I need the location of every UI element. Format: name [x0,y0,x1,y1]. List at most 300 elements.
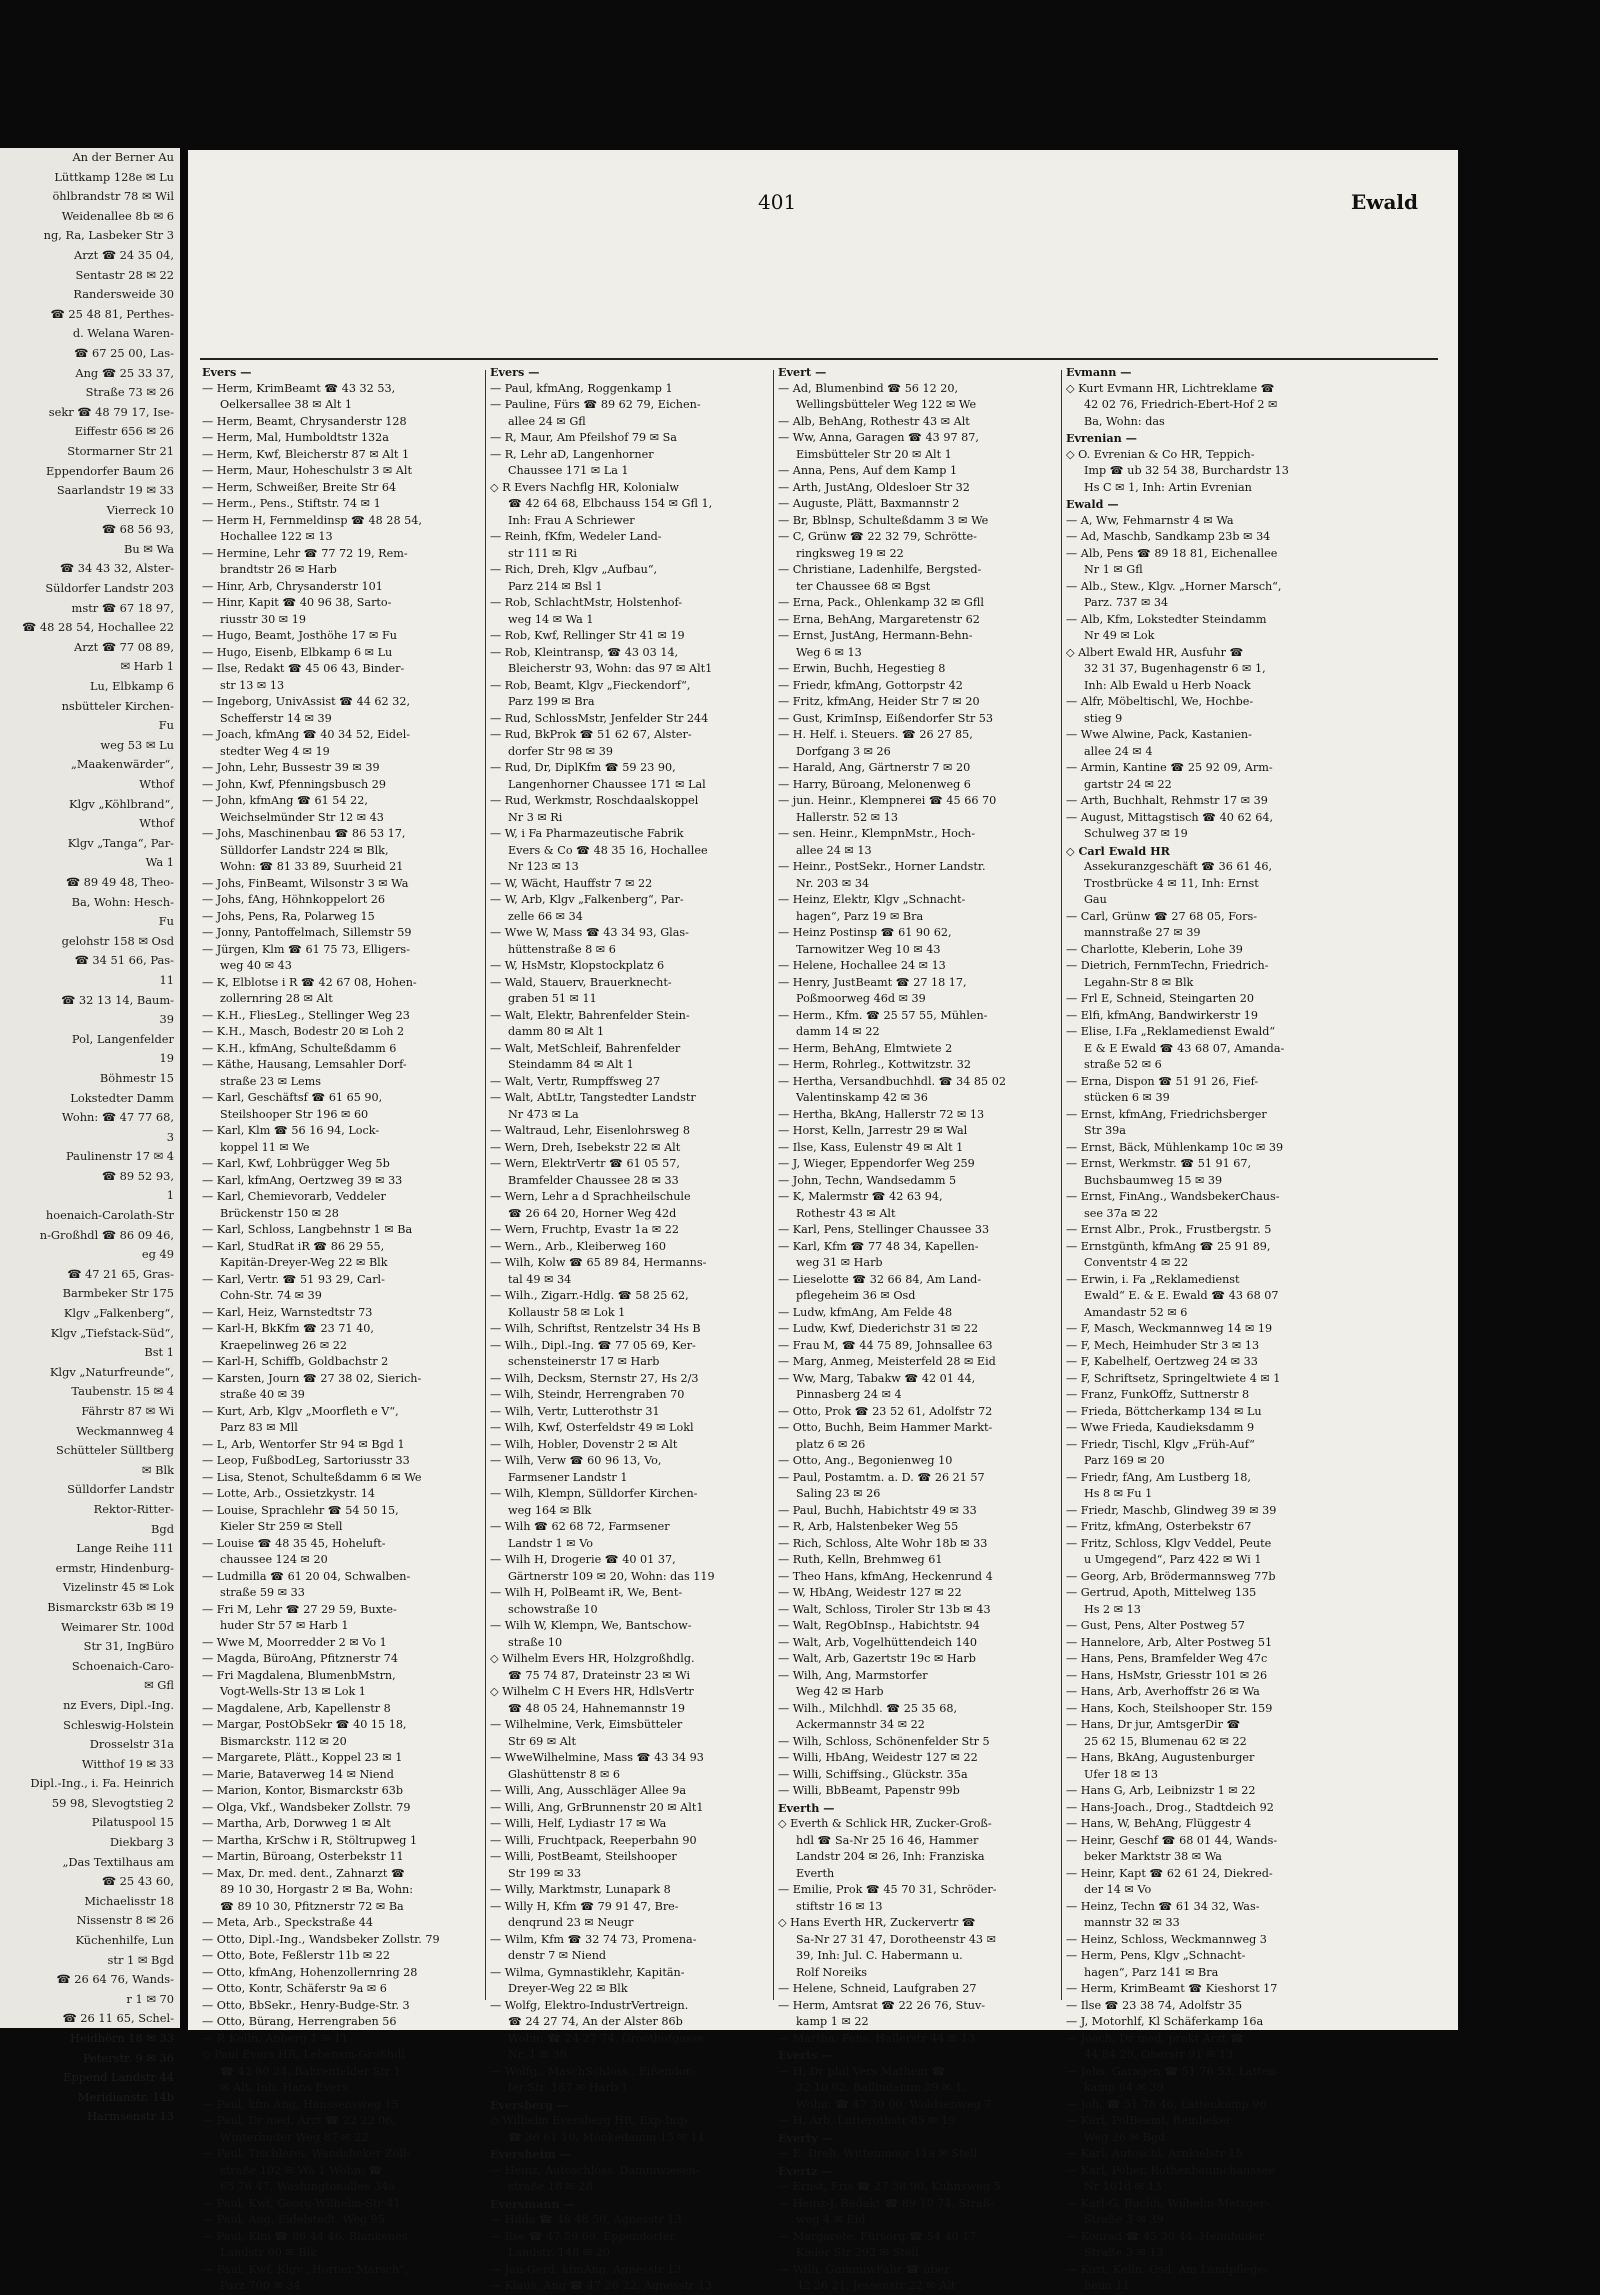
directory-entry: ringksweg 19 ✉ 22 [796,546,904,560]
directory-entry: — Paul, Ang, Eidelstedt. Weg 95 [202,2213,385,2226]
directory-entry: — Wern, ElektrVertr ☎ 61 05 57, [490,1157,680,1170]
directory-entry: Imp ☎ ub 32 54 38, Burchardstr 13 [1084,464,1289,477]
directory-entry: — Horst, Kelln, Jarrestr 29 ✉ Wal [778,1124,968,1137]
directory-entry: — R, Maur, Am Pfeilshof 79 ✉ Sa [490,431,677,444]
directory-entry: — Max, Dr. med. dent., Zahnarzt ☎ [202,1866,405,1880]
surname-heading: Ewald — [1066,497,1119,511]
directory-entry: — Rob, SchlachtMstr, Holstenhof- [490,596,683,609]
directory-entry: — Karl, Pens, Stellinger Chaussee 33 [778,1223,990,1236]
directory-entry: Pinnasberg 24 ✉ 4 [796,1388,902,1401]
fragment-line: Randersweide 30 [73,287,174,302]
directory-entry: — Paul, Kwf, Georg-Wilhelm-Str 41 [202,2196,401,2210]
fragment-line: r 1 ✉ 70 [126,1991,174,2006]
directory-entry: — E, Dreh, Wittenmoor 11a ✉ Stell [778,2147,978,2160]
fragment-line: Ba, Wohn: Hesch- [71,894,174,909]
directory-entry: — Alb, Kfm, Lokstedter Steindamm [1066,612,1267,626]
fragment-line: ng, Ra, Lasbeker Str 3 [43,228,174,243]
directory-entry: — Willi, BbBeamt, Papenstr 99b [778,1784,960,1797]
directory-page [188,150,1458,2292]
fragment-line: d. Welana Waren- [72,326,174,341]
directory-entry: Weg 26 ✉ Bgd [1084,2130,1166,2144]
directory-entry: — Heinz, Autoschloss, Dammwiesen- [490,2163,700,2177]
fragment-line: Schleswig-Holstein [63,1717,174,1732]
directory-entry: — jun. Heinr., Klempnerei ☎ 45 66 70 [778,794,997,807]
directory-entry: straße 52 ✉ 6 [1084,1058,1162,1071]
directory-entry: — Wwe M, Moorredder 2 ✉ Vo 1 [202,1635,387,1649]
fragment-line: Sülldorfer Landstr [67,1482,174,1497]
directory-entry: Winterhuder Weg 87 ✉ 22 [220,2130,369,2144]
directory-entry: — Fritz, kfmAng, Heider Str 7 ✉ 20 [778,695,980,708]
directory-entry: — K.H., kfmAng, Schulteßdamm 6 [202,1041,397,1055]
directory-entry: huder Str 57 ✉ Harb 1 [220,1619,349,1632]
directory-entry: Straße 3 ✉ 13 [1084,2246,1164,2259]
directory-entry: — Herm, Kwf, Bleicherstr 87 ✉ Alt 1 [202,447,410,461]
fragment-line: Weckmannweg 4 [76,1423,174,1438]
directory-entry: — Wwe W, Mass ☎ 43 34 93, Glas- [490,926,689,939]
directory-entry: — Johs, Maschinenbau ☎ 86 53 17, [202,827,406,840]
fragment-line: Diekbarg 3 [109,1835,174,1850]
directory-entry: — John, Kwf, Pfenningsbusch 29 [202,777,387,791]
directory-entry: — Harry, Büroang, Melonenweg 6 [778,777,971,791]
directory-entry: — Paul, Buchh, Habichtstr 49 ✉ 33 [778,1503,977,1517]
directory-entry: — Wwe Frieda, Kaudieksdamm 9 [1066,1421,1255,1434]
directory-entry: — Rob, Beamt, Klgv „Fieckendorf“, [490,678,691,692]
directory-entry: — Karl, Schloss, Langbehnstr 1 ✉ Ba [202,1223,413,1236]
directory-entry: — Frieda, Böttcherkamp 134 ✉ Lu [1066,1404,1262,1418]
directory-entry: — Wilh, Vertr, Lutterothstr 31 [490,1404,660,1418]
directory-entry: kamp 1 ✉ 22 [796,2015,869,2028]
directory-entry: — John, kfmAng ☎ 61 54 22, [202,794,368,807]
directory-entry: — Hans, W, BehAng, Flüggestr 4 [1066,1817,1252,1830]
directory-entry: — Ludw, Kwf, Diederichstr 31 ✉ 22 [778,1322,979,1335]
directory-entry: — W, Arb, Klgv „Falkenberg“, Par- [490,893,684,906]
fragment-line: Straße 73 ✉ 26 [85,385,174,400]
directory-entry: Farmsener Landstr 1 [508,1470,628,1484]
directory-entry: — Hugo, Eisenb, Elbkamp 6 ✉ Lu [202,645,393,659]
column-1 [202,364,480,2292]
directory-entry: — H. Helf. i. Steuers. ☎ 26 27 85, [778,728,973,741]
fragment-line: ermstr, Hindenburg- [55,1560,174,1575]
fragment-line: 11 [159,972,174,987]
directory-entry: — R, Arb, Halstenbeker Weg 55 [778,1520,959,1533]
directory-entry: hagen“, Parz 19 ✉ Bra [796,909,924,923]
directory-entry: — K.H., Masch, Bodestr 20 ✉ Loh 2 [202,1025,405,1038]
directory-entry: Nr 101d ✉ 13 [1084,2180,1162,2193]
directory-entry: 32 31 37, Bugenhagenstr 6 ✉ 1, [1084,662,1266,675]
fragment-line: Meridianstr. 14b [77,2089,174,2104]
directory-entry: — Ad, Maschb, Sandkamp 23b ✉ 34 [1066,530,1271,543]
directory-entry: Weichselmünder Str 12 ✉ 43 [220,810,384,824]
directory-entry: weg 4 ✉ Eid [796,2213,866,2226]
directory-entry: — Wilh, GummiwFabr ☎ über [778,2262,950,2276]
surname-heading: Evers — [202,365,252,379]
directory-entry: — Ilse, Redakt ☎ 45 06 43, Binder- [202,662,405,675]
column-divider [485,370,486,2000]
directory-entry: — Jürgen, Klm ☎ 61 75 73, Elligers- [202,942,410,956]
directory-entry: — Wilh, Decksm, Sternstr 27, Hs 2/3 [490,1371,699,1385]
directory-entry: — Willi, Ang, Ausschläger Allee 9a [490,1784,687,1797]
directory-entry: fer Str. 187 ✉ Harb 1 [508,2081,629,2094]
directory-entry: — Hans, BkAng, Augustenburger [1066,1751,1255,1764]
directory-entry: — Hinr, Arb, Chrysanderstr 101 [202,579,383,593]
directory-entry: — Friedr, Tischl, Klgv „Früh-Auf“ [1066,1437,1255,1451]
directory-entry: — Karl, Klm ☎ 56 16 94, Lock- [202,1124,380,1137]
directory-entry: hdl ☎ Sa-Nr 25 16 46, Hammer [796,1833,979,1847]
directory-entry: — sen. Heinr., KlempnMstr., Hoch- [778,827,976,840]
directory-entry: — Ilse ☎ 23 38 74, Adolfstr 35 [1066,1998,1243,2012]
directory-entry: — Wilh, Steindr, Herrengraben 70 [490,1388,685,1401]
directory-entry: ✉ Alt, Inh: Hans Evers [220,2081,348,2094]
directory-entry: Str 69 ✉ Alt [508,1734,576,1748]
directory-entry: — Charlotte, Kleberin, Lohe 39 [1066,942,1243,956]
directory-entry: — Helene, Schneid, Laufgraben 27 [778,1982,977,1995]
directory-entry: Weg 42 ✉ Harb [796,1685,884,1698]
fragment-line: öhlbrandstr 78 ✉ Wil [52,189,174,204]
directory-entry: — Wern., Arb., Kleiberweg 160 [490,1239,666,1253]
directory-entry: — August, Mittagstisch ☎ 40 62 64, [1066,810,1274,824]
directory-entry: — Rud, SchlossMstr, Jenfelder Str 244 [490,711,709,725]
fragment-line: Eppendorfer Baum 26 [45,463,174,478]
directory-entry: Bismarckstr. 112 ✉ 20 [220,1734,347,1748]
directory-entry: ◇ Albert Ewald HR, Ausfuhr ☎ [1066,645,1244,659]
directory-entry: — Marie, Bataverweg 14 ✉ Niend [202,1767,394,1781]
directory-entry: — Marg, Anmeg, Meisterfeld 28 ✉ Eid [778,1355,996,1368]
directory-entry: — Otto, Prok ☎ 23 52 61, Adolfstr 72 [778,1404,993,1418]
directory-entry: — Ruth, Kelln, Brehmweg 61 [778,1553,943,1566]
surname-heading: Evrenian — [1066,431,1137,445]
fragment-line: Pilatuspool 15 [91,1815,174,1830]
directory-entry: — Reinh, fKfm, Wedeler Land- [490,530,662,543]
directory-entry: — Ludw, kfmAng, Am Felde 48 [778,1305,953,1319]
directory-entry: — Karl-G, Buchh, Wilhelm-Metzger- [1066,2196,1269,2210]
directory-entry: schowstraße 10 [508,1602,598,1616]
fragment-line: hoenaich-Carolath-Str [45,1208,174,1223]
directory-entry: — Hans, Pens, Bramfelder Weg 47c [1066,1652,1268,1665]
directory-entry: weg 14 ✉ Wa 1 [508,612,594,626]
fragment-line: ☎ 34 51 66, Pas- [74,953,174,968]
header-rule [200,358,1438,360]
directory-entry: — F, Schriftsetz, Springeltwiete 4 ✉ 1 [1066,1371,1281,1385]
directory-entry: schensteinerstr 17 ✉ Harb [508,1355,660,1368]
directory-entry: — Lieselotte ☎ 32 66 84, Am Land- [778,1272,982,1286]
directory-entry: — W, Wächt, Hauffstr 7 ✉ 22 [490,876,653,890]
fragment-line: Klgv „Tiefstack-Süd“, [50,1325,174,1340]
directory-entry: — Arth, JustAng, Oldesloer Str 32 [778,480,970,494]
directory-entry: — Dietrich, FernmTechn, Friedrich- [1066,959,1269,972]
directory-entry: — Anna, Pens, Auf dem Kamp 1 [778,464,958,477]
directory-entry: — F, Mech, Heimhuder Str 3 ✉ 13 [1066,1338,1260,1352]
directory-entry: — Karl, Kwf, Lohbrügger Weg 5b [202,1157,390,1170]
directory-entry: — Johs, Garagen ☎ 51 76 53, Latten- [1066,2064,1280,2078]
directory-entry: straße 18 ✉ 28 [508,2180,593,2193]
directory-entry: — Friedr, Maschb, Glindweg 39 ✉ 39 [1066,1503,1277,1517]
directory-entry: 89 10 30, Horgastr 2 ✉ Ba, Wohn: [220,1883,414,1896]
directory-entry: Nr 3 ✉ Ri [508,810,563,824]
directory-entry: ☎ 89 10 30, Pfitznerstr 72 ✉ Ba [220,1899,404,1913]
directory-entry: Vogt-Wells-Str 13 ✉ Lok 1 [220,1685,366,1698]
fragment-line: Peterstr. 9 ✉ 36 [82,2050,174,2065]
directory-columns [202,364,1438,2292]
directory-entry: Parz 214 ✉ Bsl 1 [508,579,603,593]
directory-entry: Rolf Noreiks [796,1965,868,1979]
directory-entry: Kapitän-Dreyer-Weg 22 ✉ Blk [220,1256,388,1269]
directory-entry: — R, Lehr aD, Langenhorner [490,447,654,461]
directory-entry: — Magdalene, Arb, Kapellenstr 8 [202,1701,391,1715]
directory-entry: — F, Kabelhelf, Oertzweg 24 ✉ 33 [1066,1355,1258,1368]
directory-entry: dorfer Str 98 ✉ 39 [508,744,613,758]
directory-entry: — Martin, Büroang, Osterbekstr 11 [202,1850,404,1863]
directory-entry: — Herm, Beamt, Chrysanderstr 128 [202,414,407,428]
fragment-line: ☎ 48 28 54, Hochallee 22 [22,620,174,635]
directory-entry: 42 02 76, Friedrich-Ebert-Hof 2 ✉ [1084,398,1278,411]
directory-entry: — Willy, Marktmstr, Lunapark 8 [490,1883,671,1896]
directory-entry: str 13 ✉ 13 [220,678,285,692]
directory-entry: — Hertha, BkAng, Hallerstr 72 ✉ 13 [778,1107,985,1121]
directory-entry: — Erwin, i. Fa „Reklamedienst [1066,1272,1240,1286]
directory-entry: — Walt, Elektr, Bahrenfelder Stein- [490,1008,690,1022]
directory-entry: ◇ Wilhelm C H Evers HR, HdlsVertr [490,1685,694,1698]
directory-entry: Eimsbütteler Str 20 ✉ Alt 1 [796,447,952,461]
directory-entry: — L, Arb, Wentorfer Str 94 ✉ Bgd 1 [202,1437,405,1451]
directory-entry: Saling 23 ✉ 26 [796,1487,881,1500]
directory-entry: — Karl-H, BkKfm ☎ 23 71 40, [202,1322,374,1335]
surname-heading: Eversberg — [490,2097,569,2112]
adjacent-page-fragment [0,148,180,2124]
directory-entry: Kieler Str 292 ✉ Stell [796,2246,919,2259]
directory-entry: Nr 49 ✉ Lok [1084,629,1155,642]
directory-entry: Trostbrücke 4 ✉ 11, Inh: Ernst [1084,876,1259,890]
directory-entry: — Herm, Rohrleg., Kottwitzstr. 32 [778,1058,971,1071]
fragment-line: Wohn: ☎ 47 77 68, [61,1110,174,1125]
directory-entry: — Alfr, Möbeltischl, We, Hochbe- [1066,695,1254,708]
fragment-line: Saarlandstr 19 ✉ 33 [56,483,174,498]
directory-entry: — Wilh W, Klempn, We, Bantschow- [490,1619,692,1632]
directory-entry: — Frl E, Schneid, Steingarten 20 [1066,992,1254,1005]
directory-entry: — Otto, kfmAng, Hohenzollernring 28 [202,1965,418,1979]
fragment-line: An der Berner Au [72,150,174,164]
directory-entry: Sülldorfer Landstr 224 ✉ Blk, [220,843,389,857]
fragment-line: Wa 1 [145,855,174,870]
surname-heading: Eversheim — [490,2147,571,2161]
directory-entry: — Wilm, Kfm ☎ 32 74 73, Promena- [490,1932,697,1946]
fragment-line: Klgv „Naturfreunde“, [49,1364,174,1379]
directory-entry: beker Marktstr 38 ✉ Wa [1084,1850,1222,1863]
directory-entry: Conventstr 4 ✉ 22 [1084,1256,1189,1269]
fragment-line: ☎ 34 43 32, Alster- [59,561,174,576]
fragment-line: Schoenaich-Caro- [71,1658,174,1673]
directory-entry: zelle 66 ✉ 34 [508,909,583,923]
fragment-line: 19 [159,1051,174,1066]
fragment-line: ☎ 26 11 65, Schel- [62,2011,174,2026]
directory-entry: — Wilh H, PolBeamt iR, We, Bent- [490,1586,683,1599]
directory-entry: — Fritz, kfmAng, Osterbekstr 67 [1066,1520,1252,1533]
directory-entry: — Heinr, Kapt ☎ 62 61 24, Diekred- [1066,1866,1273,1880]
directory-entry: — Willi, Fruchtpack, Reeperbahn 90 [490,1833,697,1847]
directory-entry: — A, Ww, Fehmarnstr 4 ✉ Wa [1066,513,1234,527]
directory-entry: — Ww, Anna, Garagen ☎ 43 97 87, [778,431,979,444]
directory-entry: chaussee 124 ✉ 20 [220,1553,328,1566]
fragment-line: Bst 1 [144,1345,174,1360]
directory-entry: Assekuranzgeschäft ☎ 36 61 46, [1084,860,1273,873]
directory-entry: — Heinr., PostSekr., Horner Landstr. [778,860,986,873]
fragment-line: Lokstedter Damm [70,1090,174,1105]
directory-entry: — Wilhelmine, Verk, Eimsbütteler [490,1718,683,1731]
directory-entry: — Otto, Bürang, Herrengraben 56 [202,2015,397,2028]
directory-entry: tal 49 ✉ 34 [508,1272,572,1286]
directory-entry: — Meta, Arb., Speckstraße 44 [202,1916,373,1929]
directory-entry: — Johs, fAng, Höhnkoppelort 26 [202,893,386,906]
directory-entry: — Wilh., Zigarr.-Hdlg. ☎ 58 25 62, [490,1289,689,1302]
directory-entry: — Ernst, Werkmstr. ☎ 51 91 67, [1066,1157,1252,1170]
directory-entry: — Fri Magdalena, BlumenbMstrn, [202,1668,396,1682]
directory-entry: E & E Ewald ☎ 43 68 07, Amanda- [1084,1041,1285,1055]
directory-entry: — Pauline, Fürs ☎ 89 62 79, Eichen- [490,398,701,411]
directory-entry: — C, Grünw ☎ 22 32 79, Schrötte- [778,530,977,543]
directory-entry: — Herm, BehAng, Elmtwiete 2 [778,1041,953,1055]
fragment-line: nz Evers, Dipl.-Ing. [63,1697,174,1712]
directory-entry: 39, Inh: Jul. C. Habermann u. [796,1949,963,1962]
fragment-line: Rektor-Ritter- [93,1501,174,1516]
directory-entry: 42 26 21, Jessenstr 22 ✉ Alt [796,2279,956,2292]
directory-entry: — Herm H, Fernmeldinsp ☎ 48 28 54, [202,513,422,527]
fragment-line: Witthof 19 ✉ 33 [81,1756,174,1771]
directory-entry: riusstr 30 ✉ 19 [220,612,306,626]
directory-entry: — Karl, Chemievorarb, Veddeler [202,1190,386,1203]
directory-entry: straße 23 ✉ Lems [220,1074,322,1088]
directory-entry: — Wilh, Verw ☎ 60 96 13, Vo, [490,1454,662,1467]
column-divider [1061,370,1062,2000]
directory-entry: — Walt, Vertr, Rumpffsweg 27 [490,1074,661,1088]
surname-heading: Everts — [778,2048,833,2062]
directory-entry: allee 24 ✉ 4 [1084,744,1153,758]
directory-entry: — P, Kelln, Anberg 1 ✉ 11 [202,2031,349,2045]
fragment-line: nsbütteler Kirchen- [61,698,174,713]
directory-entry: Bleicherstr 93, Wohn: das 97 ✉ Alt1 [508,662,713,675]
directory-entry: — Armin, Kantine ☎ 25 92 09, Arm- [1066,761,1273,774]
directory-entry: — Rob, Kwf, Rellinger Str 41 ✉ 19 [490,629,685,642]
directory-entry: — Paul, Klm ☎ 86 44 46, Blankenes [202,2229,408,2243]
directory-entry: ☎ 26 64 20, Horner Weg 42d [508,1206,677,1220]
directory-entry: — Willi, Schiffsing., Glückstr. 35a [778,1767,968,1781]
directory-entry: Everth [796,1866,835,1880]
directory-entry: — Ernst Albr., Prok., Frustbergstr. 5 [1066,1223,1272,1236]
directory-entry: stedter Weg 4 ✉ 19 [220,744,330,758]
directory-entry: — Paul, Kwf, Klgv „Horner Marsch“, [202,2262,409,2276]
directory-entry: Hs 8 ✉ Fu 1 [1084,1487,1153,1500]
directory-entry: — Wilma, Gymnastiklehr, Kapitän- [490,1965,685,1979]
directory-entry: Parz 199 ✉ Bra [508,695,595,708]
fragment-line: ✉ Gfl [144,1678,174,1693]
directory-entry: Oelkersallee 38 ✉ Alt 1 [220,398,353,411]
surname-heading: Everty — [778,2130,833,2145]
directory-entry: Sa-Nr 27 31 47, Dorotheenstr 43 ✉ [796,1932,996,1946]
directory-entry: Hs 2 ✉ 13 [1084,1602,1141,1616]
directory-entry: — Herm, KrimBeamt ☎ 43 32 53, [202,381,396,395]
directory-entry: Wohn: ☎ 47 30 00, Woldsenweg 7 [796,2097,992,2111]
directory-entry: — Wern, Lehr a d Sprachheilschule [490,1190,691,1203]
directory-entry: see 37a ✉ 22 [1084,1206,1159,1220]
column-3 [778,364,1056,2292]
directory-entry: — H, Dr phil Vers Mathem ☎ [778,2064,946,2078]
fragment-line: 59 98, Slevogtstieg 2 [51,1795,174,1810]
directory-entry: Wohn: ☎ 81 33 89, Suurheid 21 [220,860,404,873]
directory-entry: Dorfgang 3 ✉ 26 [796,744,891,758]
directory-entry: — Paul, Dr med, Arzt ☎ 22 22 06, [202,2114,396,2127]
directory-entry: — Karsten, Journ ☎ 27 38 02, Sierich- [202,1371,422,1385]
directory-entry: — Louise ☎ 48 35 45, Hoheluft- [202,1536,386,1550]
directory-entry: — Willi, PostBeamt, Steilshooper [490,1850,677,1863]
directory-entry: — Herm, KrimBeamt ☎ Kieshorst 17 [1066,1982,1278,1995]
directory-entry: Gärtnerstr 109 ✉ 20, Wohn: das 119 [508,1569,715,1583]
directory-entry: — Karl, kfmAng, Oertzweg 39 ✉ 33 [202,1173,403,1187]
directory-entry: — Wilh ☎ 62 68 72, Farmsener [490,1520,670,1533]
column-4 [1066,364,1344,2292]
directory-entry: Hallerstr. 52 ✉ 13 [796,810,898,824]
directory-entry: — Heinz Postinsp ☎ 61 90 62, [778,926,952,939]
fragment-line: Vierreck 10 [106,502,174,517]
directory-entry: — Rich, Dreh, Klgv „Aufbau“, [490,563,658,576]
directory-entry: straße 40 ✉ 39 [220,1388,305,1401]
directory-entry: ☎ 75 74 87, Drateinstr 23 ✉ Wi [508,1668,691,1682]
directory-entry: ter Chaussee 68 ✉ Bgst [796,579,931,593]
directory-entry: Brückenstr 150 ✉ 28 [220,1206,339,1220]
directory-entry: — Olga, Vkf., Wandsbeker Zollstr. 79 [202,1800,411,1814]
directory-entry: Kraepelinweg 26 ✉ 22 [220,1338,348,1352]
directory-entry: — Otto, BbSekr., Henry-Budge-Str. 3 [202,1998,410,2012]
directory-entry: Nr 1 ✉ Gfl [1084,563,1143,576]
directory-entry: allee 24 ✉ Gfl [508,414,586,428]
directory-entry: — Henry, JustBeamt ☎ 27 18 17, [778,975,967,989]
directory-entry: — Br, Bblnsp, Schulteßdamm 3 ✉ We [778,513,989,527]
directory-entry: Wohn: ☎ 24 27 74, Groothofgasse [508,2031,704,2045]
directory-entry: — Käthe, Hausang, Lemsahler Dorf- [202,1058,407,1071]
directory-entry: — Willi, HbAng, Weidestr 127 ✉ 22 [778,1751,978,1764]
directory-entry: — John, Lehr, Bussestr 39 ✉ 39 [202,761,380,774]
directory-entry: — Franz, FunkOffz, Suttnerstr 8 [1066,1388,1250,1401]
directory-entry: — Friedr, kfmAng, Gottorpstr 42 [778,678,963,692]
directory-entry: — Heinz-J, Redakt ☎ 89 10 74, Straß- [778,2196,995,2210]
directory-entry: — K, Malermstr ☎ 42 63 94, [778,1190,943,1203]
directory-entry: — Ingeborg, UnivAssist ☎ 44 62 32, [202,695,411,708]
fragment-line: ☎ 47 21 65, Gras- [67,1266,174,1281]
directory-entry: — Leop, FußbodLeg, Sartoriusstr 33 [202,1454,410,1467]
directory-entry: ◇ Wilhelm Evers HR, Holzgroßhdlg. [490,1652,695,1665]
directory-entry: — Ww, Marg, Tabakw ☎ 42 01 44, [778,1371,976,1385]
directory-entry: — Hans, Arb, Averhoffstr 26 ✉ Wa [1066,1685,1260,1698]
directory-entry: — Ilse ☎ 47 59 69, Eppendorfer [490,2229,675,2243]
directory-entry: ◇ Kurt Evmann HR, Lichtreklame ☎ [1066,381,1275,395]
directory-entry: 44 84 29, Oberstr 91 ✉ 13 [1084,2048,1234,2061]
directory-entry: — Wwe Alwine, Pack, Kastanien- [1066,728,1252,741]
directory-entry: weg 40 ✉ 43 [220,959,292,972]
directory-entry: stiftstr 16 ✉ 13 [796,1899,883,1913]
directory-entry: Bramfelder Chaussee 28 ✉ 33 [508,1173,679,1187]
fragment-line: Wthof [139,816,174,831]
directory-entry: straße 10 [508,1635,563,1649]
fragment-line: Weidenallee 8b ✉ 6 [61,208,174,223]
directory-entry: Weg 6 ✉ 13 [796,645,862,659]
directory-entry: hüttenstraße 8 ✉ 6 [508,942,616,956]
directory-entry: — Walt, Arb, Gazertstr 19c ✉ Harb [778,1652,976,1665]
directory-entry: — Herm., Kfm. ☎ 25 57 55, Mühlen- [778,1008,988,1022]
fragment-line: Str 31, IngBüro [83,1639,174,1654]
directory-entry: Parz 169 ✉ 20 [1084,1454,1165,1467]
fragment-line: Eiffestr 656 ✉ 26 [74,424,174,439]
fragment-line: 3 [166,1129,174,1144]
fragment-line: Taubenstr. 15 ✉ 4 [71,1384,174,1399]
surname-heading: Evmann — [1066,365,1132,379]
directory-entry: — Waltraud, Lehr, Eisenlohrsweg 8 [490,1124,690,1137]
